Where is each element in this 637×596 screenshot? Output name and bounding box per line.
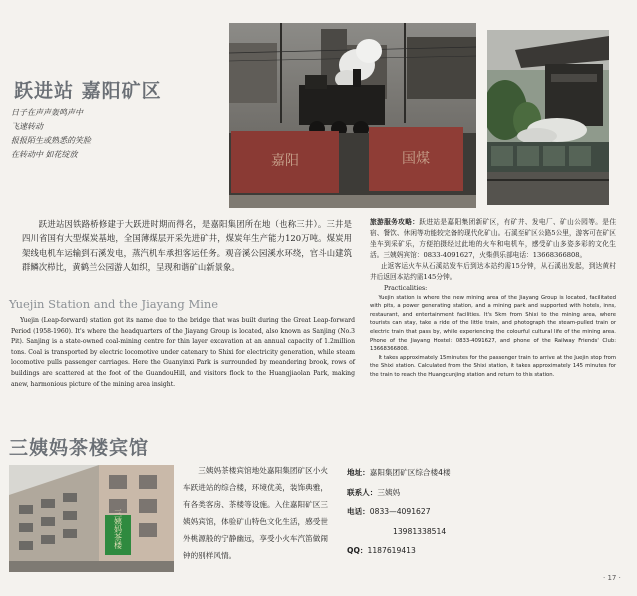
monument-text: 嘉阳 <box>271 153 299 169</box>
steam-train-photo <box>229 23 476 208</box>
intro-chinese: 跃进站因铁路桥修建于大跃进时期而得名，是嘉阳集团所在地（也称三井）。三井是四川省国有大型煤炭基地，全国薄煤层开采先进矿井，煤炭年生产能力120万吨。煤炭用架线电机车运输到石溪发电，蒸汽机车承担客运任务。观音溪公园溪水环绕，官斗山建筑群鳞次栉比，黄鹤兰公园游人如织，呈现和谐矿山新景象。 <box>22 219 352 272</box>
tourism-info <box>370 217 616 380</box>
practicalities-en-2: It takes approximately 15minutes for the passenger train to arrive at the Juejin stop from the Shixi station. Calculated from the Shixi station, it takes approximately 145 minutes for the train to reach the Huangcunjing station and return to this station. <box>370 354 616 378</box>
contact-qq: QQ：1187619413 <box>347 546 416 555</box>
poem-line: 报报陌生或熟悉的笑脸 <box>11 136 91 145</box>
hotel-sign-text: 三姨妈茶楼 <box>113 509 123 549</box>
contact-person: 联系人：三姨妈 <box>347 487 401 497</box>
poem <box>11 106 171 162</box>
section-title-hotel: 三姨妈茶楼宾馆 <box>9 437 150 459</box>
contact-phone-2: 13981338514 <box>393 526 447 536</box>
practicalities-heading: Practicalities: <box>384 284 428 292</box>
hotel-building-photo <box>9 465 174 572</box>
heading-english: Yuejin Station and the Jiayang Mine <box>9 297 219 311</box>
hotel-description: 三姨妈茶楼宾馆地处嘉阳集团矿区小火车跃进站的综合楼，环境优美，装饰典雅，有各类客房、茶楼等设施。入住嘉阳矿区三姨妈宾馆，体验矿山特色文化生活，感受世外桃源般的宁静幽远，享受小火车汽笛做闹钟的别样风情。 <box>183 466 328 560</box>
contact-phone: 电话：0833—4091627 <box>347 507 431 516</box>
monument-text: 国煤 <box>402 151 430 167</box>
coal-loading-photo <box>487 30 609 205</box>
tourism-body: 跃进站是嘉阳集团新矿区，有矿井、发电厂、矿山公园等。是住宿、餐饮、休闲等功能较完备的现代化矿山。石溪至矿区公路5公里，游客可在矿区坐车到采矿乐，方便拍摄经过此地的火车和电机车，感受矿山多姿多彩的文化生活。三姨妈宾馆：0833-4091627，火柴俱乐部电话：13668366808。 <box>370 218 617 260</box>
tourism-paragraph-2: 止返客运火车从石溪站发车后到达本站约需15分钟，从石溪出发起，到达黄村井后返回本站约需145分钟。 <box>370 262 616 282</box>
practicalities-en-1: Yuejin station is where the new mining area of the Jiayang Group is located, facilitated with pits, a power generating station, and a mining park and supported with hotels, inns, restaurant, and entertainment facilities. It's 5km from Shixi to the mining area, where tourists can stay, take a ride of the little train, and photograph the steam-pulled train or electric train that pass by, while experiencing the colourful cultural life of the mining area. Phone of the Jiayang Hostel: 0833-4091627, and phone of the Railway Friends' Club: 13668366808. <box>370 294 616 353</box>
section-title-yuejin: 跃进站 嘉阳矿区 <box>14 80 162 102</box>
contact-address: 地址：嘉阳集团矿区综合楼4楼 <box>347 468 451 477</box>
poem-line: 飞速转动 <box>11 122 43 131</box>
tourism-label: 旅游服务攻略： <box>370 218 420 226</box>
hotel-contacts <box>347 463 617 561</box>
page-number: · 17 · <box>603 574 621 582</box>
intro-english: Yuejin (Leap-forward) station got its name due to the bridge that was built during the Great Leap-forward Period (1958-1960). It's where the headquarters of the Jiayang Group is located, also known as Sanjing (No.3 Pit). Sanjing is a state-owned coal-mining centre for thin layer excavation at an annual capacity of 1.2million tons. Coal is transported by electric locomotive under catenary to Shixi for electricity generation, while steam locomotive pulls passenger carriages. Here the Guanyinxi Park is surrounded by meandering brook, rows of buildings are scattered at the foot of the GuandouHill, and visitors flock to the Huangjiaolan Park, making anew, harmonious picture of the mining area insight. <box>11 317 355 388</box>
poem-line: 在转动中 如花绽放 <box>11 150 78 159</box>
poem-line: 日子在声声轰鸣声中 <box>11 108 83 117</box>
tourism-paragraph-1 <box>370 217 616 261</box>
